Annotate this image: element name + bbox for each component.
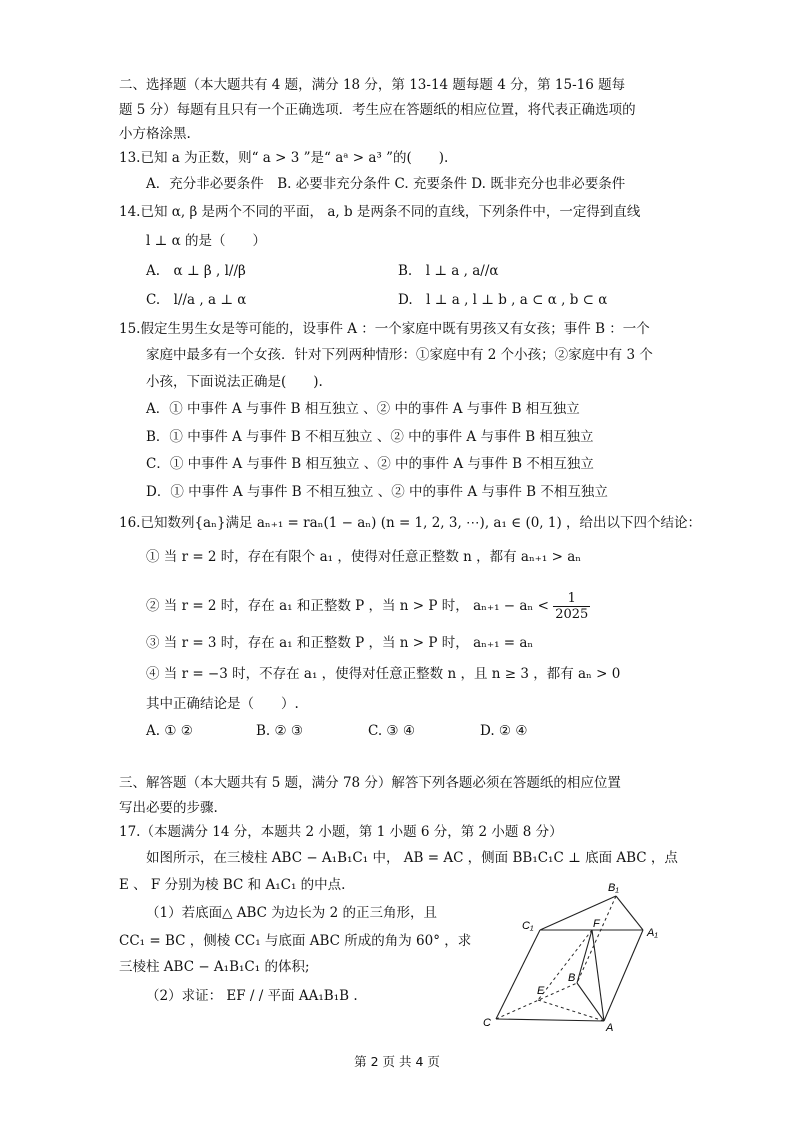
label-a1: A₁ — [647, 927, 658, 939]
label-a: A — [606, 1022, 614, 1034]
q15-stem-line2: 家庭中最多有一个女孩．针对下列两种情形：①家庭中有 2 个小孩；②家庭中有 3 个 — [146, 347, 653, 363]
q14-stem-line2: l ⊥ α 的是（ ） — [146, 233, 267, 249]
q16-conclusion-2 — [146, 591, 590, 622]
edge-c-c1 — [496, 930, 540, 1019]
q16-conclusion-3: ③ 当 r = 3 时，存在 a₁ 和正整数 P ，当 n > P 时， aₙ₊₁ = aₙ — [146, 635, 534, 651]
q17-paragraph-line2: E 、 F 分别为棱 BC 和 A₁C₁ 的中点. — [119, 877, 346, 893]
q17-part1-line1: （1）若底面△ ABC 为边长为 2 的正三角形，且 — [146, 905, 437, 921]
section3-line1: 三、解答题（本大题共有 5 题，满分 78 分）解答下列各题必须在答题纸的相应位置 — [119, 775, 621, 791]
q14-stem-line1: 14.已知 α, β 是两个不同的平面， a, b 是两条不同的直线，下列条件中，一定得到直线 — [119, 204, 641, 220]
q17-part1-line3: 三棱柱 ABC − A₁B₁C₁ 的体积; — [119, 959, 310, 975]
q13-options: A．充分非必要条件 B. 必要非充分条件 C. 充要条件 D. 既非充分也非必要条件 — [146, 176, 626, 192]
label-e: E — [537, 985, 545, 997]
label-c1: C₁ — [522, 920, 534, 932]
q16-option-c: C. ③ ④ — [368, 723, 415, 739]
q17-part2: （2）求证： EF / / 平面 AA₁B₁B . — [146, 988, 358, 1004]
section2-line2: 题 5 分）每题有且只有一个正确选项．考生应在答题纸的相应位置，将代表正确选项的 — [119, 102, 636, 118]
q16-option-a: A. ① ② — [146, 723, 193, 739]
edge-b-b1-hidden — [577, 896, 616, 983]
edge-c-a — [496, 1019, 604, 1021]
q16-fraction-numerator: 1 — [553, 591, 590, 607]
prism-figure — [480, 878, 680, 1038]
q16-conclusion-1: ① 当 r = 2 时，存在有限个 a₁ ，使得对任意正整数 n ，都有 aₙ₊₁ > aₙ — [146, 549, 582, 565]
section2-line1: 二、选择题（本大题共有 4 题，满分 18 分，第 13-14 题每题 4 分，第 15-16 题每 — [119, 77, 626, 93]
segment-e-a-hidden — [538, 1000, 604, 1021]
q16-conclusion-2-text: ② 当 r = 2 时，存在 a₁ 和正整数 P ，当 n > P 时， aₙ₊₁ − aₙ < — [146, 598, 549, 614]
q14-option-c: C. l//a , a ⊥ α — [146, 292, 247, 308]
q15-option-d: D．① 中事件 A 与事件 B 不相互独立 、② 中的事件 A 与事件 B 不相互独立 — [146, 484, 608, 500]
q17-header: 17.（本题满分 14 分，本题共 2 小题，第 1 小题 6 分，第 2 小题 8 分） — [119, 824, 563, 840]
label-c: C — [483, 1017, 491, 1029]
q17-paragraph-line1: 如图所示，在三棱柱 ABC − A₁B₁C₁ 中， AB = AC ，侧面 BB₁C₁C ⊥ 底面 ABC ，点 — [146, 850, 678, 866]
q15-option-a: A．① 中事件 A 与事件 B 相互独立 、② 中的事件 A 与事件 B 相互独立 — [146, 401, 580, 417]
q16-stem: 16.已知数列{aₙ}满足 aₙ₊₁ = raₙ(1 − aₙ) (n = 1, 2, 3, ⋯), a₁ ∈ (0, 1) ，给出以下四个结论： — [119, 515, 702, 531]
q17-part1-line2: CC₁ = BC ，侧棱 CC₁ 与底面 ABC 所成的角为 60° ，求 — [119, 933, 472, 949]
q16-option-b: B. ② ③ — [256, 723, 303, 739]
segment-f-b — [577, 930, 592, 983]
q16-fraction-denominator: 2025 — [555, 607, 589, 622]
label-b: B — [568, 972, 576, 984]
edge-c1-b1 — [540, 896, 616, 930]
label-f: F — [593, 918, 600, 930]
q15-option-c: C．① 中事件 A 与事件 B 相互独立 、② 中的事件 A 与事件 B 不相互独立 — [146, 456, 594, 472]
segment-f-e-hidden — [538, 930, 592, 1000]
q16-fraction — [553, 591, 590, 622]
q13-stem: 13.已知 a 为正数，则“ a > 3 ”是“ aᵃ > a³ ”的( ). — [119, 150, 449, 166]
q15-stem-line1: 15.假定生男生女是等可能的，设事件 A ：一个家庭中既有男孩又有女孩；事件 B ：一个 — [119, 321, 650, 337]
edge-a-a1 — [604, 930, 643, 1021]
section2-line3: 小方格涂黑. — [119, 126, 191, 142]
q16-option-d: D. ② ④ — [480, 723, 528, 739]
page-footer: 第 2 页 共 4 页 — [354, 1054, 440, 1069]
q16-ask: 其中正确结论是（ ）. — [146, 696, 299, 712]
label-b1: B₁ — [608, 882, 619, 894]
edge-b1-a1 — [616, 896, 643, 930]
q14-option-b: B. l ⊥ a , a//α — [398, 263, 499, 279]
q15-option-b: B．① 中事件 A 与事件 B 不相互独立 、② 中的事件 A 与事件 B 相互独立 — [146, 429, 594, 445]
q15-stem-line3: 小孩，下面说法正确是( ). — [146, 374, 323, 390]
q16-conclusion-4: ④ 当 r = −3 时，不存在 a₁ ，使得对任意正整数 n ，且 n ≥ 3 ，都有 aₙ > 0 — [146, 666, 621, 682]
q14-option-d: D. l ⊥ a , l ⊥ b , a ⊂ α , b ⊂ α — [398, 292, 608, 308]
section3-line2: 写出必要的步骤. — [119, 800, 218, 816]
q14-option-a: A. α ⊥ β , l//β — [146, 263, 246, 279]
